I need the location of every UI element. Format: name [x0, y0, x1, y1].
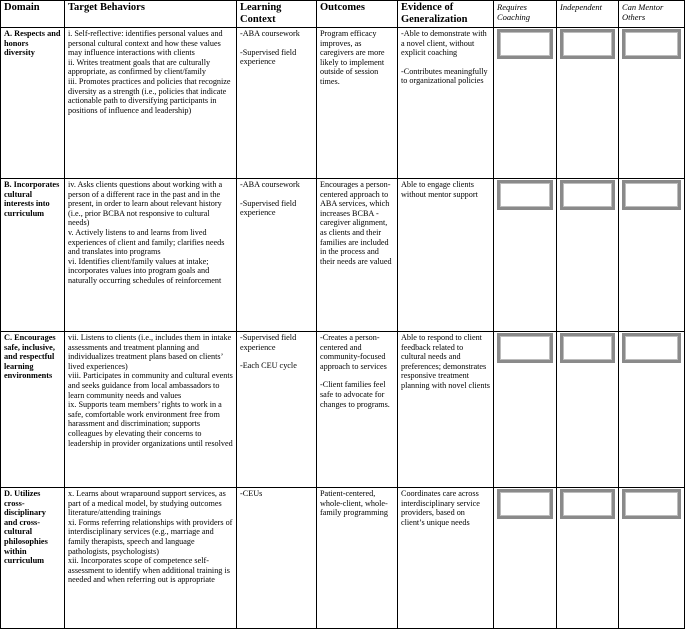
- outcome-item: Patient-centered, whole-client, whole-family programming: [320, 489, 388, 518]
- evidence-item: -Able to demonstrate with a novel client, without explicit coaching: [401, 29, 489, 58]
- target-item: ii. Writes treatment goals that are culturally appropriate, as confirmed by client/family: [68, 57, 213, 77]
- learning-item: -ABA coursework: [240, 29, 300, 38]
- learning-item: -Each CEU cycle: [240, 361, 297, 371]
- independent-cell: [557, 488, 619, 629]
- requires-coaching-cell: [494, 332, 557, 488]
- target-item: v. Actively listens to and learns from lived experiences of client and family; clarifies needs and translates into programs: [68, 227, 227, 257]
- requires-coaching-cell: [494, 179, 557, 332]
- domain-cell: C. Encourages safe, inclusive, and respectful learning environments: [1, 332, 65, 488]
- target-item: iv. Asks clients questions about working with a person of a different race in the past and in the present, in order to learn about relevant history (i.e., prior BCBA not responsive to cultural needs): [68, 180, 225, 228]
- table-row: [1, 28, 685, 179]
- requires-coaching-cell: [494, 488, 557, 629]
- can-mentor-cell: [619, 28, 685, 179]
- header-outcomes: Outcomes: [317, 1, 398, 28]
- domain-cell: B. Incorporates cultural interests into curriculum: [1, 179, 65, 332]
- evidence-cell: [398, 28, 494, 179]
- independent-checkbox[interactable]: [560, 180, 615, 210]
- independent-cell: [557, 332, 619, 488]
- table-row: [1, 332, 685, 488]
- requires-coaching-checkbox[interactable]: [497, 180, 553, 210]
- outcome-item: -Client families feel safe to advocate for changes to programs.: [320, 380, 390, 409]
- target-item: x. Learns about wraparound support services, as part of a medical model, by studying outcomes literature/attending trainings: [68, 489, 228, 518]
- header-independent: Independent: [557, 1, 619, 28]
- table-row: [1, 488, 685, 629]
- can-mentor-checkbox[interactable]: [622, 29, 681, 59]
- header-domain: Domain: [1, 1, 65, 28]
- can-mentor-checkbox[interactable]: [622, 489, 681, 519]
- can-mentor-checkbox[interactable]: [622, 180, 681, 210]
- target-item: i. Self-reflective: identifies personal values and personal cultural context and how these values may influence interactions with clients: [68, 29, 225, 58]
- domain-cell: D. Utilizes cross-disciplinary and cross-cultural philosophies within curriculum: [1, 488, 65, 629]
- outcome-item: Encourages a person-centered approach to ABA services, which increases BCBA - caregiver alignment, as clients and their families are included in the process and their needs are valued: [320, 180, 392, 266]
- outcomes-cell: [317, 28, 398, 179]
- learning-item: -ABA coursework: [240, 180, 300, 189]
- can-mentor-cell: [619, 488, 685, 629]
- evidence-cell: [398, 332, 494, 488]
- independent-checkbox[interactable]: [560, 489, 615, 519]
- target-item: vi. Identifies client/family values at intake; incorporates values into program goals and naturally occurring schedules of reinforcement: [68, 256, 222, 285]
- requires-coaching-checkbox[interactable]: [497, 489, 553, 519]
- target-item: viii. Participates in community and cultural events and seeks guidance from local ambassadors to learn community needs and values: [68, 371, 235, 400]
- header-can-mentor: Can Mentor Others: [619, 1, 685, 28]
- learning-context-cell: [237, 28, 317, 179]
- target-item: xii. Incorporates scope of competence self-assessment to identify when additional training is needed and when referring out is appropriate: [68, 556, 232, 585]
- target-behaviors-cell: [65, 488, 237, 629]
- outcomes-cell: [317, 332, 398, 488]
- target-item: xi. Forms referring relationships with providers of interdisciplinary services (e.g., marriage and family therapists, speech and language pathologists, psychologists): [68, 517, 235, 556]
- target-behaviors-cell: [65, 179, 237, 332]
- outcome-item: -Creates a person-centered and community-focused approach to services: [320, 333, 388, 371]
- independent-checkbox[interactable]: [560, 29, 615, 59]
- target-behaviors-cell: [65, 28, 237, 179]
- evidence-item: Able to respond to client feedback related to cultural needs and preferences; demonstrates responsive treatment planning with novel clients: [401, 333, 490, 390]
- header-evidence: Evidence of Generalization: [398, 1, 494, 28]
- header-target-behaviors: Target Behaviors: [65, 1, 237, 28]
- can-mentor-cell: [619, 332, 685, 488]
- requires-coaching-checkbox[interactable]: [497, 333, 553, 363]
- learning-item: -CEUs: [240, 489, 263, 498]
- independent-checkbox[interactable]: [560, 333, 615, 363]
- outcomes-cell: [317, 179, 398, 332]
- learning-item: -Supervised field experience: [240, 47, 299, 67]
- evidence-cell: [398, 488, 494, 629]
- table-row: [1, 179, 685, 332]
- evidence-item: -Contributes meaningfully to organizational policies: [401, 66, 490, 86]
- domain-cell: A. Respects and honors diversity: [1, 28, 65, 179]
- independent-cell: [557, 179, 619, 332]
- evidence-item: Able to engage clients without mentor support: [401, 180, 478, 199]
- learning-item: -Supervised field experience: [240, 333, 299, 352]
- independent-cell: [557, 28, 619, 179]
- learning-context-cell: [237, 179, 317, 332]
- header-learning-context: Learning Context: [237, 1, 317, 28]
- requires-coaching-cell: [494, 28, 557, 179]
- learning-item: -Supervised field experience: [240, 198, 299, 218]
- evidence-cell: [398, 179, 494, 332]
- outcomes-cell: [317, 488, 398, 629]
- header-requires-coaching: Requires Coaching: [494, 1, 557, 28]
- target-item: iii. Promotes practices and policies that recognize diversity as a strength (i.e., policies that indicate actionable path to diversifying participants in positions of influence and leadership): [68, 76, 233, 115]
- outcome-item: Program efficacy improves, as caregivers are more likely to implement outside of session times.: [320, 29, 387, 86]
- target-item: vii. Listens to clients (i.e., includes them in intake assessments and treatment planning and individualizes treatment plans based on clients’ lived experiences): [68, 333, 234, 371]
- target-item: ix. Supports team members’ rights to work in a safe, comfortable work environment free from harassment and discrimination; supports colleagues by elevating their concerns to leadership in provider organizations until resolved: [68, 400, 233, 448]
- can-mentor-checkbox[interactable]: [622, 333, 681, 363]
- requires-coaching-checkbox[interactable]: [497, 29, 553, 59]
- learning-context-cell: [237, 332, 317, 488]
- evidence-item: Coordinates care across interdisciplinary service providers, based on client’s unique needs: [401, 489, 482, 527]
- header-row: [1, 1, 685, 28]
- can-mentor-cell: [619, 179, 685, 332]
- learning-context-cell: [237, 488, 317, 629]
- target-behaviors-cell: [65, 332, 237, 488]
